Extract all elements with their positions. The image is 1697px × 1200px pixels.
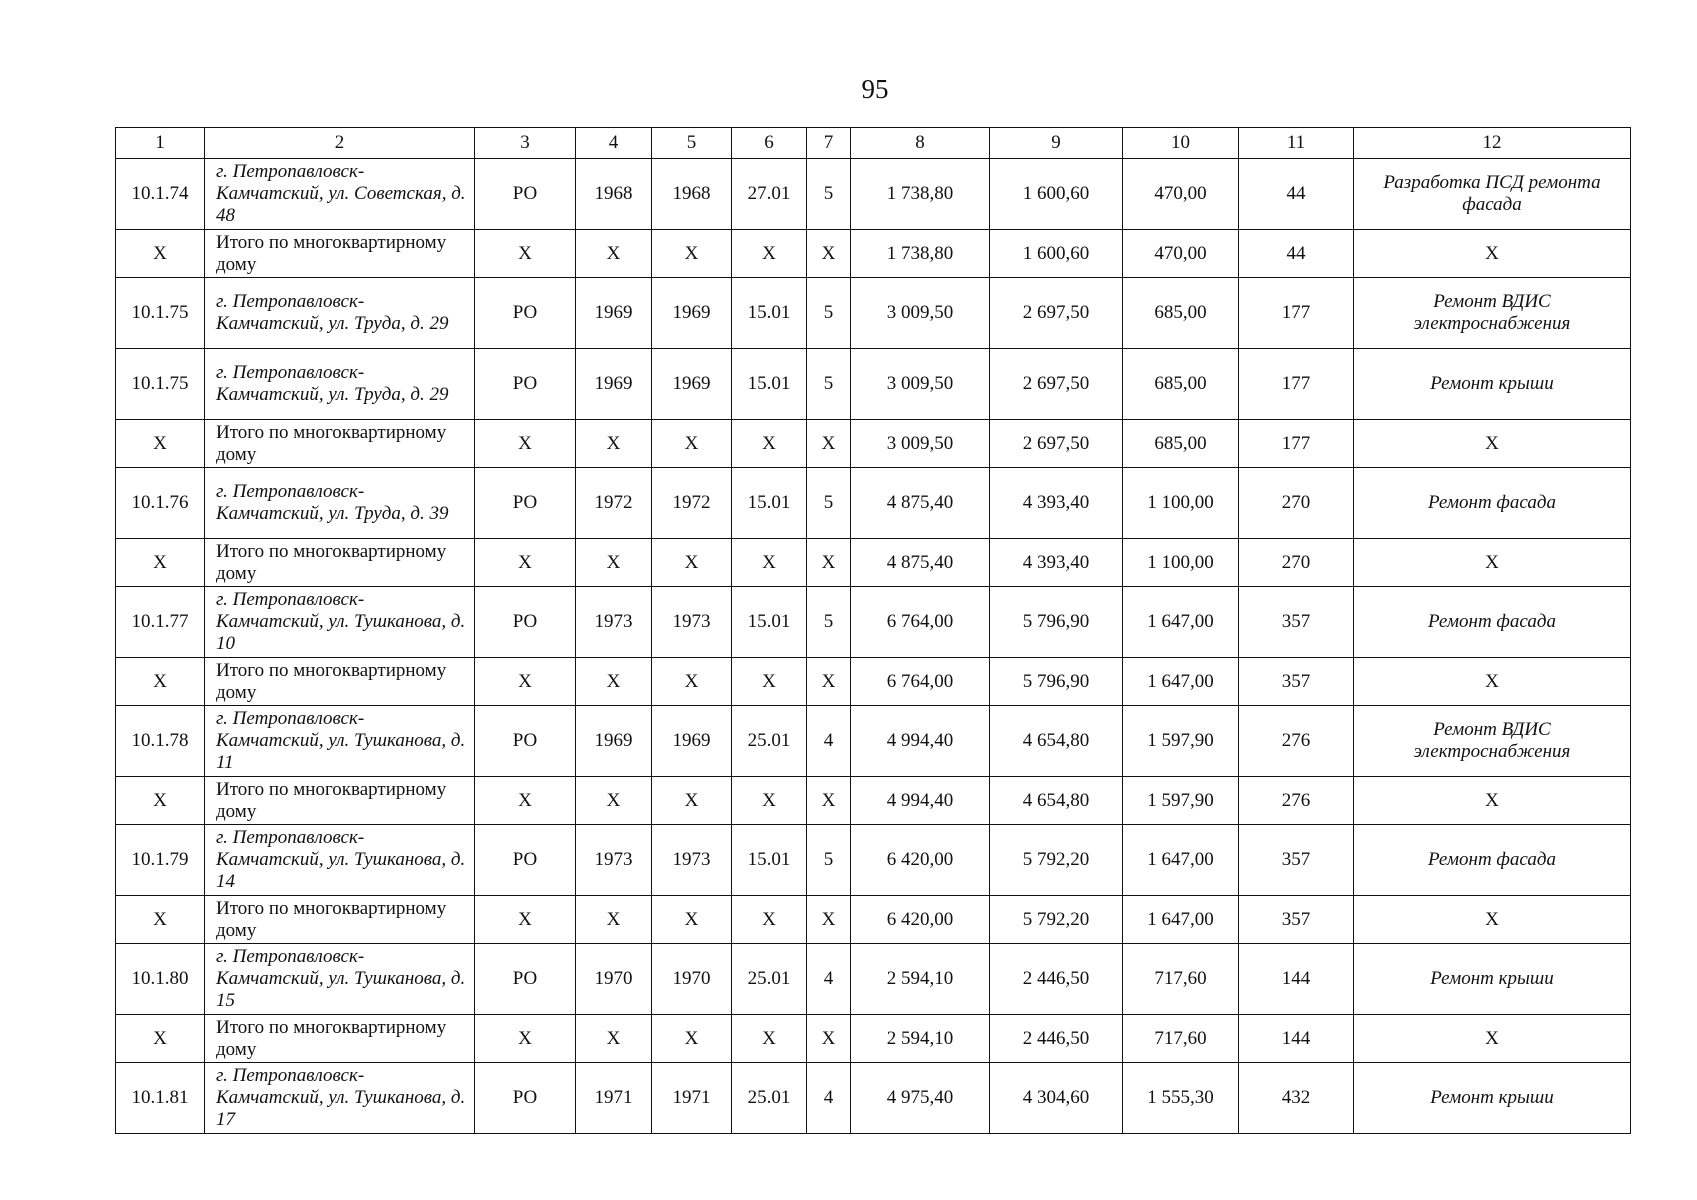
item-number-cell: 10.1.74 xyxy=(116,159,205,230)
work-type-cell: Х xyxy=(1354,230,1631,278)
item-number-cell: 10.1.75 xyxy=(116,349,205,420)
column-number-header: 9 xyxy=(990,128,1123,159)
year-commissioned-cell: Х xyxy=(652,230,732,278)
work-type-cell: Х xyxy=(1354,1015,1631,1063)
column-number-header: 7 xyxy=(807,128,851,159)
item-number-cell: 10.1.81 xyxy=(116,1063,205,1134)
total-area-cell: 6 420,00 xyxy=(851,825,990,896)
building-row xyxy=(116,587,1631,658)
total-area-cell: 4 994,40 xyxy=(851,706,990,777)
residential-area-cell: 1 600,60 xyxy=(990,230,1123,278)
management-type-cell: РО xyxy=(475,468,576,539)
item-number-cell: 10.1.76 xyxy=(116,468,205,539)
address-cell: Итого по многоквартирному дому xyxy=(205,1015,475,1063)
address-cell: Итого по многоквартирному дому xyxy=(205,777,475,825)
management-type-cell: РО xyxy=(475,349,576,420)
page-number: 95 xyxy=(861,74,889,104)
wall-material-cell: 15.01 xyxy=(732,349,807,420)
building-total-row xyxy=(116,777,1631,825)
total-area-cell: 3 009,50 xyxy=(851,349,990,420)
year-commissioned-cell: 1971 xyxy=(652,1063,732,1134)
non-residential-area-cell: 1 647,00 xyxy=(1123,658,1239,706)
residential-area-cell: 2 446,50 xyxy=(990,944,1123,1015)
non-residential-area-cell: 685,00 xyxy=(1123,349,1239,420)
address-cell: Итого по многоквартирному дому xyxy=(205,230,475,278)
management-type-cell: РО xyxy=(475,278,576,349)
item-number-cell: Х xyxy=(116,658,205,706)
non-residential-area-cell: 717,60 xyxy=(1123,944,1239,1015)
column-number-header: 8 xyxy=(851,128,990,159)
floors-cell: Х xyxy=(807,420,851,468)
non-residential-area-cell: 1 555,30 xyxy=(1123,1063,1239,1134)
floors-cell: 5 xyxy=(807,349,851,420)
item-number-cell: Х xyxy=(116,230,205,278)
building-total-row xyxy=(116,420,1631,468)
column-number-header: 1 xyxy=(116,128,205,159)
year-built-cell: Х xyxy=(576,420,652,468)
work-type-cell: Ремонт крыши xyxy=(1354,944,1631,1015)
residents-count-cell: 177 xyxy=(1239,349,1354,420)
residential-area-cell: 4 393,40 xyxy=(990,539,1123,587)
building-row xyxy=(116,825,1631,896)
residential-area-cell: 5 796,90 xyxy=(990,658,1123,706)
year-commissioned-cell: 1972 xyxy=(652,468,732,539)
work-type-cell: Х xyxy=(1354,658,1631,706)
item-number-cell: 10.1.77 xyxy=(116,587,205,658)
residential-area-cell: 2 697,50 xyxy=(990,278,1123,349)
total-area-cell: 1 738,80 xyxy=(851,230,990,278)
total-area-cell: 4 994,40 xyxy=(851,777,990,825)
total-area-cell: 6 764,00 xyxy=(851,658,990,706)
address-cell: г. Петропавловск-Камчатский, ул. Тушканова, д. 11 xyxy=(205,706,475,777)
residents-count-cell: 276 xyxy=(1239,706,1354,777)
residents-count-cell: 357 xyxy=(1239,896,1354,944)
work-type-cell: Ремонт крыши xyxy=(1354,349,1631,420)
column-number-header: 4 xyxy=(576,128,652,159)
management-type-cell: Х xyxy=(475,777,576,825)
floors-cell: 4 xyxy=(807,944,851,1015)
work-type-cell: Х xyxy=(1354,896,1631,944)
residential-area-cell: 2 446,50 xyxy=(990,1015,1123,1063)
non-residential-area-cell: 717,60 xyxy=(1123,1015,1239,1063)
residents-count-cell: 270 xyxy=(1239,468,1354,539)
building-total-row xyxy=(116,1015,1631,1063)
residential-area-cell: 5 796,90 xyxy=(990,587,1123,658)
wall-material-cell: 25.01 xyxy=(732,706,807,777)
item-number-cell: 10.1.75 xyxy=(116,278,205,349)
address-cell: Итого по многоквартирному дому xyxy=(205,539,475,587)
floors-cell: Х xyxy=(807,1015,851,1063)
building-row xyxy=(116,159,1631,230)
work-type-cell: Ремонт фасада xyxy=(1354,825,1631,896)
floors-cell: 5 xyxy=(807,825,851,896)
residents-count-cell: 357 xyxy=(1239,825,1354,896)
column-number-header: 11 xyxy=(1239,128,1354,159)
year-built-cell: Х xyxy=(576,777,652,825)
management-type-cell: Х xyxy=(475,896,576,944)
building-row xyxy=(116,349,1631,420)
year-built-cell: Х xyxy=(576,539,652,587)
total-area-cell: 1 738,80 xyxy=(851,159,990,230)
year-built-cell: 1973 xyxy=(576,825,652,896)
column-number-header: 3 xyxy=(475,128,576,159)
residents-count-cell: 144 xyxy=(1239,1015,1354,1063)
building-row xyxy=(116,1063,1631,1134)
residents-count-cell: 177 xyxy=(1239,420,1354,468)
year-built-cell: 1970 xyxy=(576,944,652,1015)
item-number-cell: Х xyxy=(116,539,205,587)
wall-material-cell: Х xyxy=(732,420,807,468)
non-residential-area-cell: 1 647,00 xyxy=(1123,825,1239,896)
year-built-cell: 1969 xyxy=(576,349,652,420)
building-row xyxy=(116,278,1631,349)
residents-count-cell: 44 xyxy=(1239,230,1354,278)
address-cell: г. Петропавловск-Камчатский, ул. Труда, д. 29 xyxy=(205,349,475,420)
non-residential-area-cell: 1 100,00 xyxy=(1123,468,1239,539)
year-built-cell: Х xyxy=(576,230,652,278)
wall-material-cell: Х xyxy=(732,230,807,278)
building-total-row xyxy=(116,896,1631,944)
address-cell: г. Петропавловск-Камчатский, ул. Труда, д. 29 xyxy=(205,278,475,349)
non-residential-area-cell: 1 597,90 xyxy=(1123,777,1239,825)
address-cell: г. Петропавловск-Камчатский, ул. Тушканова, д. 17 xyxy=(205,1063,475,1134)
column-number-row xyxy=(116,128,1631,159)
residential-area-cell: 4 654,80 xyxy=(990,706,1123,777)
year-commissioned-cell: 1969 xyxy=(652,349,732,420)
floors-cell: 5 xyxy=(807,278,851,349)
building-row xyxy=(116,468,1631,539)
address-cell: Итого по многоквартирному дому xyxy=(205,896,475,944)
work-type-cell: Разработка ПСД ремонта фасада xyxy=(1354,159,1631,230)
residents-count-cell: 357 xyxy=(1239,658,1354,706)
work-type-cell: Ремонт ВДИС электроснабжения xyxy=(1354,278,1631,349)
table-body xyxy=(116,159,1631,1134)
building-total-row xyxy=(116,539,1631,587)
management-type-cell: РО xyxy=(475,944,576,1015)
floors-cell: Х xyxy=(807,539,851,587)
non-residential-area-cell: 470,00 xyxy=(1123,230,1239,278)
year-built-cell: 1969 xyxy=(576,278,652,349)
wall-material-cell: 15.01 xyxy=(732,468,807,539)
non-residential-area-cell: 685,00 xyxy=(1123,420,1239,468)
residents-count-cell: 44 xyxy=(1239,159,1354,230)
management-type-cell: РО xyxy=(475,587,576,658)
management-type-cell: РО xyxy=(475,1063,576,1134)
wall-material-cell: Х xyxy=(732,777,807,825)
residential-area-cell: 4 304,60 xyxy=(990,1063,1123,1134)
residential-area-cell: 4 654,80 xyxy=(990,777,1123,825)
non-residential-area-cell: 685,00 xyxy=(1123,278,1239,349)
non-residential-area-cell: 470,00 xyxy=(1123,159,1239,230)
year-built-cell: Х xyxy=(576,896,652,944)
item-number-cell: 10.1.79 xyxy=(116,825,205,896)
year-built-cell: 1969 xyxy=(576,706,652,777)
year-commissioned-cell: 1970 xyxy=(652,944,732,1015)
column-number-header: 10 xyxy=(1123,128,1239,159)
year-commissioned-cell: Х xyxy=(652,777,732,825)
total-area-cell: 4 975,40 xyxy=(851,1063,990,1134)
address-cell: г. Петропавловск-Камчатский, ул. Тушканова, д. 10 xyxy=(205,587,475,658)
year-commissioned-cell: Х xyxy=(652,1015,732,1063)
management-type-cell: РО xyxy=(475,159,576,230)
year-commissioned-cell: 1973 xyxy=(652,825,732,896)
year-commissioned-cell: Х xyxy=(652,658,732,706)
item-number-cell: Х xyxy=(116,896,205,944)
year-built-cell: 1971 xyxy=(576,1063,652,1134)
management-type-cell: РО xyxy=(475,825,576,896)
year-built-cell: 1968 xyxy=(576,159,652,230)
work-type-cell: Х xyxy=(1354,420,1631,468)
floors-cell: Х xyxy=(807,658,851,706)
year-commissioned-cell: 1969 xyxy=(652,706,732,777)
total-area-cell: 3 009,50 xyxy=(851,420,990,468)
year-built-cell: 1973 xyxy=(576,587,652,658)
non-residential-area-cell: 1 100,00 xyxy=(1123,539,1239,587)
floors-cell: 5 xyxy=(807,159,851,230)
floors-cell: 4 xyxy=(807,1063,851,1134)
address-cell: г. Петропавловск-Камчатский, ул. Советская, д. 48 xyxy=(205,159,475,230)
total-area-cell: 6 764,00 xyxy=(851,587,990,658)
year-built-cell: Х xyxy=(576,1015,652,1063)
year-commissioned-cell: 1973 xyxy=(652,587,732,658)
work-type-cell: Ремонт фасада xyxy=(1354,468,1631,539)
item-number-cell: Х xyxy=(116,1015,205,1063)
floors-cell: Х xyxy=(807,230,851,278)
item-number-cell: Х xyxy=(116,777,205,825)
column-number-header: 5 xyxy=(652,128,732,159)
wall-material-cell: 27.01 xyxy=(732,159,807,230)
residents-count-cell: 276 xyxy=(1239,777,1354,825)
management-type-cell: Х xyxy=(475,1015,576,1063)
building-row xyxy=(116,706,1631,777)
total-area-cell: 6 420,00 xyxy=(851,896,990,944)
residents-count-cell: 432 xyxy=(1239,1063,1354,1134)
residents-count-cell: 177 xyxy=(1239,278,1354,349)
wall-material-cell: 25.01 xyxy=(732,944,807,1015)
total-area-cell: 2 594,10 xyxy=(851,944,990,1015)
year-commissioned-cell: Х xyxy=(652,420,732,468)
work-type-cell: Х xyxy=(1354,777,1631,825)
column-number-header: 12 xyxy=(1354,128,1631,159)
residential-area-cell: 4 393,40 xyxy=(990,468,1123,539)
residential-area-cell: 2 697,50 xyxy=(990,420,1123,468)
residents-count-cell: 144 xyxy=(1239,944,1354,1015)
residential-area-cell: 1 600,60 xyxy=(990,159,1123,230)
year-commissioned-cell: 1968 xyxy=(652,159,732,230)
address-cell: Итого по многоквартирному дому xyxy=(205,420,475,468)
non-residential-area-cell: 1 647,00 xyxy=(1123,896,1239,944)
year-commissioned-cell: 1969 xyxy=(652,278,732,349)
address-cell: г. Петропавловск-Камчатский, ул. Труда, д. 39 xyxy=(205,468,475,539)
year-commissioned-cell: Х xyxy=(652,539,732,587)
wall-material-cell: 15.01 xyxy=(732,825,807,896)
wall-material-cell: 25.01 xyxy=(732,1063,807,1134)
management-type-cell: Х xyxy=(475,539,576,587)
column-number-header: 2 xyxy=(205,128,475,159)
residential-area-cell: 5 792,20 xyxy=(990,825,1123,896)
floors-cell: 5 xyxy=(807,468,851,539)
non-residential-area-cell: 1 597,90 xyxy=(1123,706,1239,777)
wall-material-cell: Х xyxy=(732,896,807,944)
total-area-cell: 2 594,10 xyxy=(851,1015,990,1063)
management-type-cell: РО xyxy=(475,706,576,777)
year-built-cell: Х xyxy=(576,658,652,706)
address-cell: Итого по многоквартирному дому xyxy=(205,658,475,706)
address-cell: г. Петропавловск-Камчатский, ул. Тушканова, д. 14 xyxy=(205,825,475,896)
building-row xyxy=(116,944,1631,1015)
residents-count-cell: 270 xyxy=(1239,539,1354,587)
year-commissioned-cell: Х xyxy=(652,896,732,944)
year-built-cell: 1972 xyxy=(576,468,652,539)
work-type-cell: Х xyxy=(1354,539,1631,587)
item-number-cell: Х xyxy=(116,420,205,468)
wall-material-cell: 15.01 xyxy=(732,587,807,658)
floors-cell: Х xyxy=(807,777,851,825)
address-cell: г. Петропавловск-Камчатский, ул. Тушканова, д. 15 xyxy=(205,944,475,1015)
management-type-cell: Х xyxy=(475,230,576,278)
column-number-header: 6 xyxy=(732,128,807,159)
wall-material-cell: 15.01 xyxy=(732,278,807,349)
floors-cell: 5 xyxy=(807,587,851,658)
work-type-cell: Ремонт ВДИС электроснабжения xyxy=(1354,706,1631,777)
residential-area-cell: 5 792,20 xyxy=(990,896,1123,944)
item-number-cell: 10.1.80 xyxy=(116,944,205,1015)
floors-cell: 4 xyxy=(807,706,851,777)
work-type-cell: Ремонт крыши xyxy=(1354,1063,1631,1134)
wall-material-cell: Х xyxy=(732,1015,807,1063)
building-total-row xyxy=(116,658,1631,706)
non-residential-area-cell: 1 647,00 xyxy=(1123,587,1239,658)
floors-cell: Х xyxy=(807,896,851,944)
wall-material-cell: Х xyxy=(732,658,807,706)
management-type-cell: Х xyxy=(475,420,576,468)
work-schedule-table xyxy=(115,127,1631,1134)
building-total-row xyxy=(116,230,1631,278)
wall-material-cell: Х xyxy=(732,539,807,587)
management-type-cell: Х xyxy=(475,658,576,706)
total-area-cell: 3 009,50 xyxy=(851,278,990,349)
work-type-cell: Ремонт фасада xyxy=(1354,587,1631,658)
total-area-cell: 4 875,40 xyxy=(851,468,990,539)
residents-count-cell: 357 xyxy=(1239,587,1354,658)
item-number-cell: 10.1.78 xyxy=(116,706,205,777)
total-area-cell: 4 875,40 xyxy=(851,539,990,587)
residential-area-cell: 2 697,50 xyxy=(990,349,1123,420)
